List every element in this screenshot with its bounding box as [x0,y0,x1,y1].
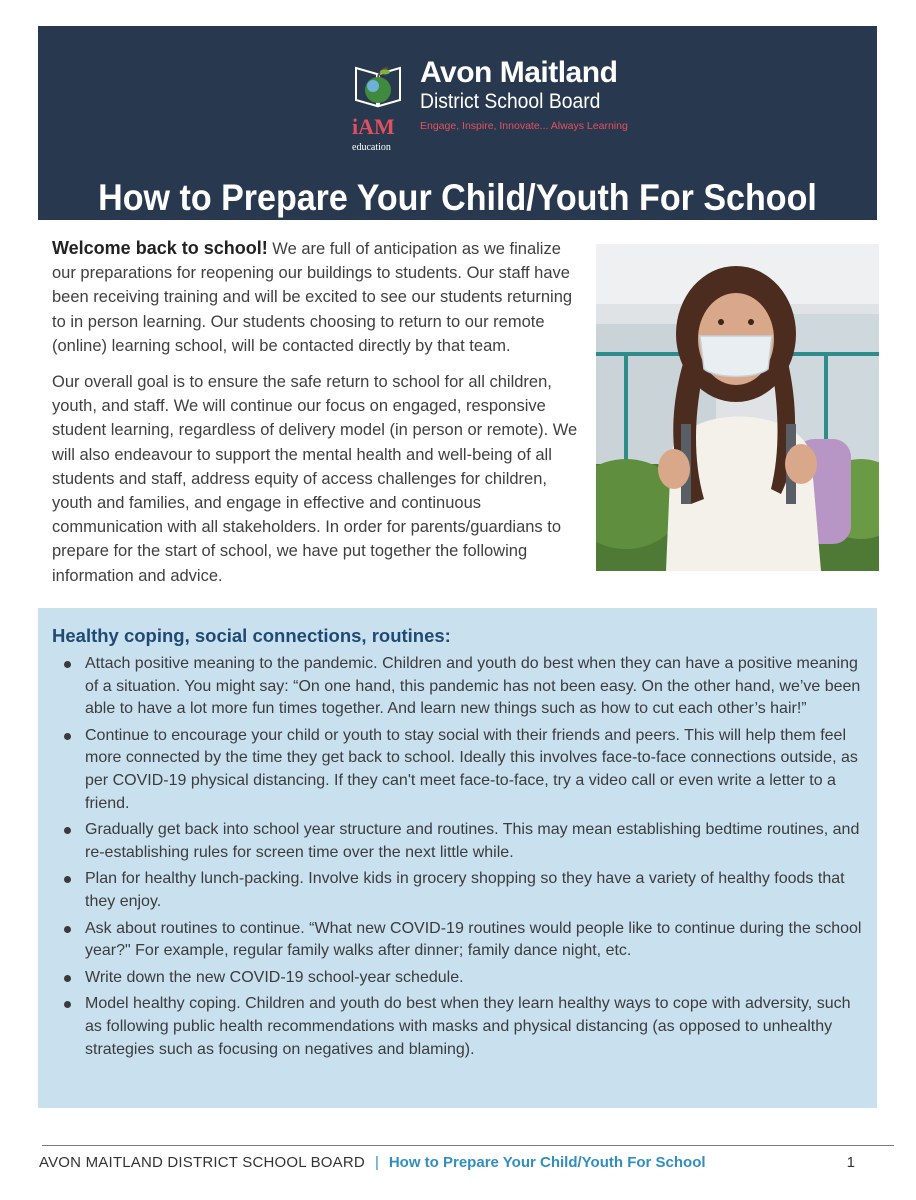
intro-paragraph-1-text: We are full of anticipation as we finalize our preparations for reopening our buildings to students. Our staff have been receiving training and will be excited to see our students returning to in person learning. Our students choosing to return to our remote (online) learning school, will be contacted directly by that team. [52,240,573,355]
bullet-icon [64,733,71,740]
tips-list [58,653,864,1065]
svg-text:iAM: iAM [352,114,395,139]
tip-text: Ask about routines to continue. “What new COVID-19 routines would people like to continue during the school year?" For example, regular family walks after dinner; family dance night, etc. [85,919,862,960]
tip-text: Attach positive meaning to the pandemic. Children and youth do best when they can have a positive meaning of a situation. You might say: “On one hand, this pandemic has not been easy. On the other hand, we’ve been able to have a lot more fun times together. And learn new things such as how to cut each other’s hair!” [85,655,861,718]
footer-separator: | [374,1154,379,1171]
org-tagline: Engage, Inspire, Innovate... Always Learning [420,120,628,132]
tip-text: Gradually get back into school year structure and routines. This may mean establishing bedtime routines, and re-establishing rules for screen time over the next little while. [85,821,860,861]
tip-item [58,819,864,864]
intro-section [52,236,584,588]
footer-divider [42,1145,894,1146]
tip-text: Plan for healthy lunch-packing. Involve kids in grocery shopping so they have a variety of healthy foods that they enjoy. [85,870,845,910]
bullet-icon [64,876,71,883]
intro-paragraph-2: Our overall goal is to ensure the safe return to school for all children, youth, and staff. We will continue our focus on engaged, responsive student learning, regardless of delivery model (in person or remote). We will also endeavour to support the mental health and well-being of all students and staff, address equity of access challenges for children, youth and families, and engage in effective and continuous communication with all stakeholders. In order for parents/guardians to prepare for the start of school, we have put together the following information and advice. [52,373,578,585]
logo-text [420,56,628,134]
org-subtitle: District School Board [420,90,601,113]
footer-org: AVON MAITLAND DISTRICT SCHOOL BOARD [39,1154,365,1171]
tip-item [58,993,864,1061]
tip-item [58,967,864,990]
tip-item [58,868,864,913]
header-banner [38,26,877,220]
tip-text: Continue to encourage your child or youth to stay social with their friends and peers. This will help them feel more connected by the time they get back to school. Ideally this involves face-to-face connections outside, as per COVID-19 physical distancing. If they can't meet face-to-face, try a video call or even write a letter to a friend. [85,726,858,812]
bullet-icon [64,661,71,668]
tip-item [58,725,864,815]
org-name: Avon Maitland [420,56,618,89]
tip-item [58,918,864,963]
welcome-lead: Welcome back to school! [52,238,268,258]
tips-heading: Healthy coping, social connections, routines: [52,625,451,646]
page-title: How to Prepare Your Child/Youth For School [98,177,817,218]
bullet-icon [64,926,71,933]
page-number: 1 [846,1154,855,1171]
tips-box [38,608,877,1108]
svg-text:education: education [352,142,391,153]
logo-book-apple-icon [350,56,408,156]
tip-text: Write down the new COVID-19 school-year schedule. [85,968,464,986]
footer [39,1153,859,1173]
tip-item [58,653,864,721]
bullet-icon [64,975,71,982]
footer-doc-title: How to Prepare Your Child/Youth For School [388,1154,706,1171]
bullet-icon [64,1001,71,1008]
intro-paragraph-1 [52,236,584,358]
tip-text: Model healthy coping. Children and youth do best when they learn healthy ways to cope with adversity, such as following public health recommendations with masks and physical distancing (as opposed to unhealthy strategies such as focusing on negatives and blaming). [85,995,851,1058]
student-photo [596,244,879,571]
bullet-icon [64,827,71,834]
